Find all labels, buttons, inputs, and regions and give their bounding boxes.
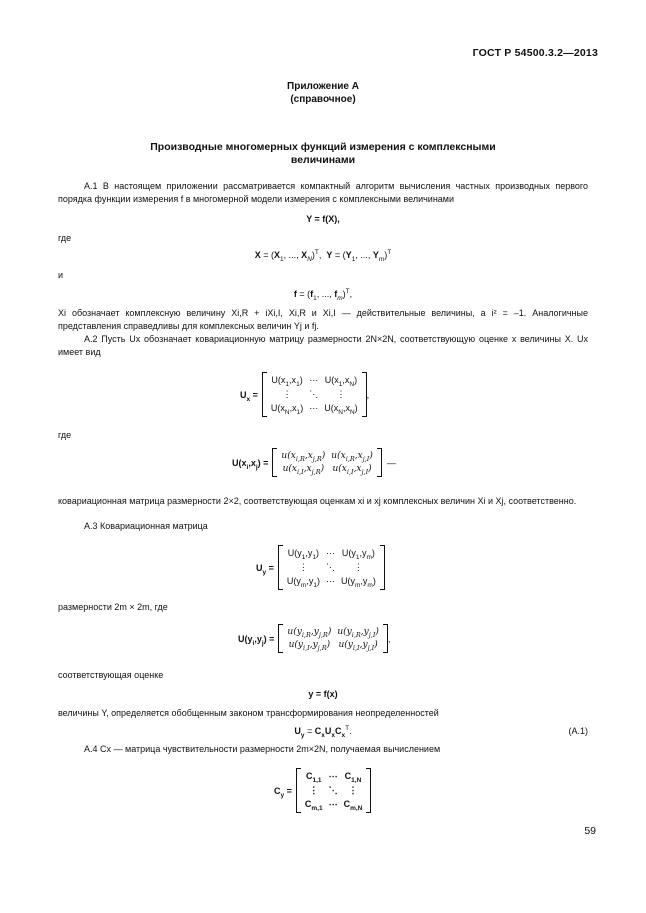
- matrix-cy: $C_y$ = $C_{1,1}$ ⋯ $C_{1,N}$ ⋮ ⋱ ⋮ $C_{m,1}$ ⋯ $C_{m,N}$: [274, 768, 371, 813]
- paragraph-cov: ковариационная матрица размерности 2×2, соответствующая оценкам xi и xj комплексных величин Xi и Xj, соответственно.: [58, 496, 577, 506]
- equation-x-y-vectors: $X = (X_1$, ..., $X_N)^T$, $Y = (Y_1$, ..., $Y_m)^T$: [254, 249, 392, 263]
- section-title-line2: величинами: [290, 154, 356, 166]
- matrix-uy: $U_y$ = $U(y_1,y_1)$ ⋯ $U(y_1,y_m)$ ⋮ ⋱ ⋮ $U(y_m,y_1)$ ⋯ $U(y_m,y_m)$: [256, 545, 385, 590]
- paragraph-law: величины Y, определяется обобщенным законом трансформирования неопределенностей: [58, 708, 439, 718]
- document-header: ГОСТ Р 54500.3.2—2013: [472, 47, 598, 59]
- equation-uy: $U_y = C_xU_xC_x^T$.: [294, 725, 352, 739]
- paragraph-a2: А.2 Пусть Ux обозначает ковариационную матрицу размерности 2N×2N, соответствующую оценке x величины X. Ux имеет вид: [58, 334, 588, 357]
- matrix-u-xi-xj: $U(x_i,x_j)$ = $u(x_{i,R},x_{j,R})$ $u(x_{i,R},x_{j,I})$ $u(x_{i,I},x_{j,R})$ $u(x_{i,I},x_{j,I})$ —: [232, 448, 396, 477]
- equation-y-fx: Y = f(X),: [306, 214, 340, 224]
- matrix-ux: $U_x$ = $U(x_1,x_1)$ ⋯ $U(x_1,x_N)$ ⋮ ⋱ ⋮ $U(x_N,x_1)$ ⋯ $U(x_N,x_N)$ ,: [240, 372, 369, 417]
- paragraph-estimate: соответствующая оценке: [58, 670, 164, 680]
- paragraph-a3: А.3 Ковариационная матрица: [84, 521, 208, 531]
- matrix-u-yi-yj: $U(y_i,y_j)$ = $u(y_{i,R},y_{j,R})$ $u(y_{i,R},y_{j,I})$ $u(y_{i,I},y_{j,R})$ $u(y_{i,I},y_{j,I})$ ,: [238, 624, 390, 653]
- section-title-line1: Производные многомерных функций измерения с комплексными: [150, 141, 496, 153]
- where-label-2: где: [58, 430, 72, 440]
- equation-f-vector: $f = (f_1$, ..., $f_m)^T$,: [293, 288, 353, 302]
- annex-subtitle: (справочное): [290, 94, 356, 105]
- paragraph-a4: А.4 Cx — матрица чувствительности размерности 2m×2N, получаемая вычислением: [84, 744, 441, 754]
- equation-y-fx-lower: y = f(x): [308, 689, 338, 699]
- where-label: где: [58, 233, 72, 243]
- equation-label: (А.1): [568, 726, 588, 736]
- and-label: и: [58, 270, 64, 280]
- page-number: 59: [584, 825, 596, 837]
- paragraph-complex: Xi обозначает комплексную величину Xi,R + iXi,I, Xi,R и Xi,I — действительные величины, а i² = –1. Аналогичные представления справедливы для комплексных величин Yj и fj.: [58, 308, 588, 331]
- paragraph-dim: размерности 2m × 2m, где: [58, 602, 168, 612]
- paragraph-a1: А.1 В настоящем приложении рассматривается компактный алгоритм вычисления частных производных первого порядка функции измерения f в многомерной модели измерения с комплексными величинами: [58, 181, 588, 204]
- annex-title: Приложение А: [287, 81, 359, 92]
